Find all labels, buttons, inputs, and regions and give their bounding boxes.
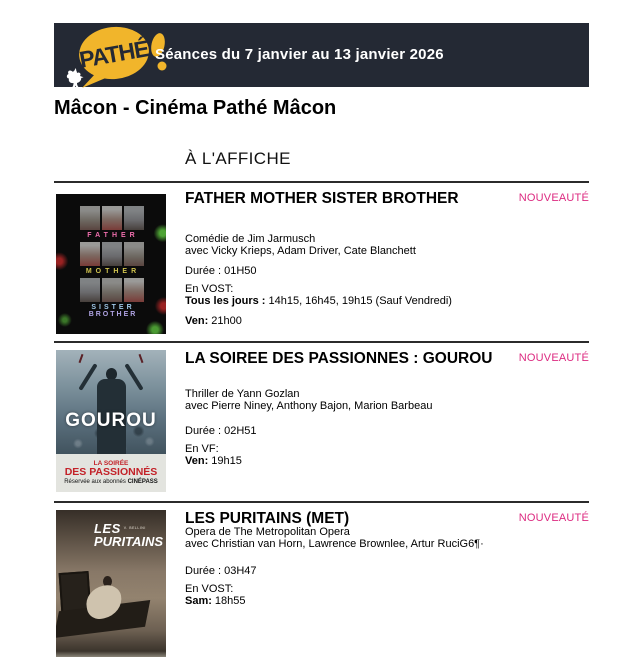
schedule-dates-title: Séances du 7 janvier au 13 janvier 2026 <box>155 46 444 63</box>
poster-word: SISTER <box>91 304 135 311</box>
movie-poster <box>56 350 166 492</box>
poster-word: BROTHER <box>88 311 138 318</box>
poster-title: PURITAINS <box>94 534 164 549</box>
header-bar <box>54 23 589 87</box>
section-label-a-laffiche: À L'AFFICHE <box>185 149 291 168</box>
poster-banner-line: LA SOIRÉE <box>93 460 129 467</box>
divider <box>54 501 589 503</box>
movie-genre: Thriller de Yann Gozlan <box>185 388 300 400</box>
poster-title: LES <box>94 521 121 536</box>
poster-banner-line: Réservée aux abonnés CINÉPASS <box>64 479 158 485</box>
poster-banner-line: DES PASSIONNÉS <box>64 466 158 478</box>
movie-version: En VF: <box>185 443 219 455</box>
movie-version: En VOST: <box>185 283 234 295</box>
movie-cast: avec Christian van Horn, Lawrence Brownlee, Artur RuciG6¶· <box>185 537 484 550</box>
movie-schedule: Tous les jours : 14h15, 16h45, 19h15 (Sauf Vendredi) <box>185 294 452 307</box>
nouveaute-badge: NOUVEAUTÉ <box>518 192 589 204</box>
movie-schedule: Sam: 18h55 <box>185 594 246 607</box>
movie-title: LA SOIREE DES PASSIONNES : GOUROU <box>185 350 493 367</box>
nouveaute-badge: NOUVEAUTÉ <box>518 512 589 524</box>
movie-version: En VOST: <box>185 583 234 595</box>
movie-schedule: Ven: 21h00 <box>185 315 242 327</box>
page-title: Mâcon - Cinéma Pathé Mâcon <box>54 97 337 119</box>
movie-title: FATHER MOTHER SISTER BROTHER <box>185 190 459 207</box>
movie-schedule: Ven: 19h15 <box>185 454 242 467</box>
pathe-logo-wordmark: PATHÉ <box>77 35 151 73</box>
divider <box>54 341 589 343</box>
poster-title: GOUROU <box>65 410 157 431</box>
poster-word: FATHER <box>87 232 139 239</box>
movie-duration: Durée : 02H51 <box>185 425 257 437</box>
nouveaute-badge: NOUVEAUTÉ <box>518 352 589 364</box>
movie-genre: Opera de The Metropolitan Opera <box>185 526 350 538</box>
movie-duration: Durée : 03H47 <box>185 565 257 577</box>
divider <box>54 181 589 183</box>
poster-subtitle: V. BELLINI <box>123 526 146 530</box>
movie-genre: Comédie de Jim Jarmusch <box>185 233 316 245</box>
movie-duration: Durée : 01H50 <box>185 265 257 277</box>
movie-cast: avec Pierre Niney, Anthony Bajon, Marion Barbeau <box>185 399 433 412</box>
movie-title: LES PURITAINS (MET) <box>185 510 350 527</box>
poster-word: MOTHER <box>85 268 141 275</box>
movie-cast: avec Vicky Krieps, Adam Driver, Cate Blanchett <box>185 244 416 257</box>
movie-poster <box>56 510 166 657</box>
movie-poster <box>56 194 166 334</box>
